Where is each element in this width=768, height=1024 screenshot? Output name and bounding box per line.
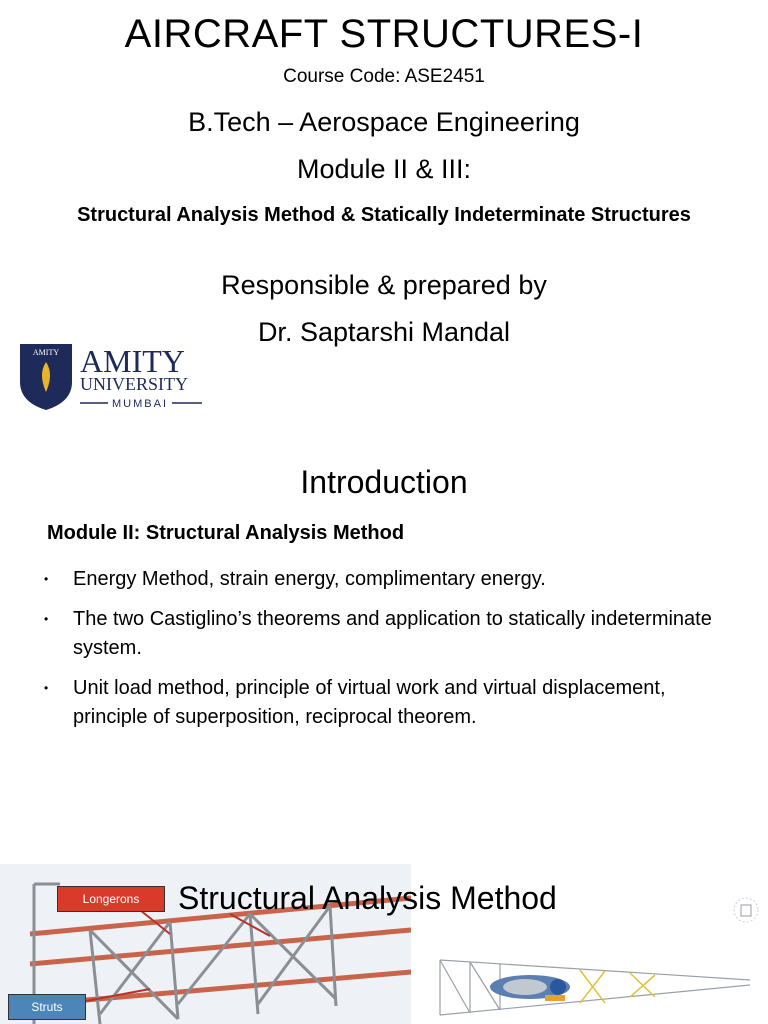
document-icon [732,895,760,925]
list-item [44,605,734,663]
bullet-icon: • [44,681,49,695]
prepared-by-label: Responsible & prepared by [221,270,547,300]
list-item [44,674,734,732]
module-subtitle: Structural Analysis Method & Statically Indeterminate Structures [77,204,691,226]
course-code: Course Code: ASE2451 [283,66,485,87]
struts-callout: Struts [8,994,86,1020]
author-name: Dr. Saptarshi Mandal [257,317,511,347]
list-item-text: The two Castiglino’s theorems and application to statically indeterminate system. [73,608,712,659]
next-slide-title: Structural Analysis Method [178,880,557,916]
intro-heading: Introduction [300,464,468,500]
logo-line2: UNIVERSITY [80,374,188,394]
section-heading: Module II: Structural Analysis Method [47,522,405,544]
topic-list [44,565,734,743]
logo-line3: MUMBAI [112,398,168,410]
slide-title: AIRCRAFT STRUCTURES-I [124,12,644,56]
bullet-icon: • [44,612,49,626]
list-item-text: Energy Method, strain energy, complimentary energy. [73,568,546,590]
logo-crest-text: AMITY [32,348,60,357]
list-item-text: Unit load method, principle of virtual work and virtual displacement, principle of superposition, reciprocal theorem. [73,677,666,728]
bullet-icon: • [44,572,49,586]
module-heading: Module II & III: [296,154,472,184]
list-item [44,565,734,594]
fuselage-frame-figure [430,945,760,1024]
amity-university-logo [16,340,211,412]
logo-name: AMITY [80,343,185,379]
program-name: B.Tech – Aerospace Engineering [188,107,580,137]
longerons-callout: Longerons [57,886,165,912]
